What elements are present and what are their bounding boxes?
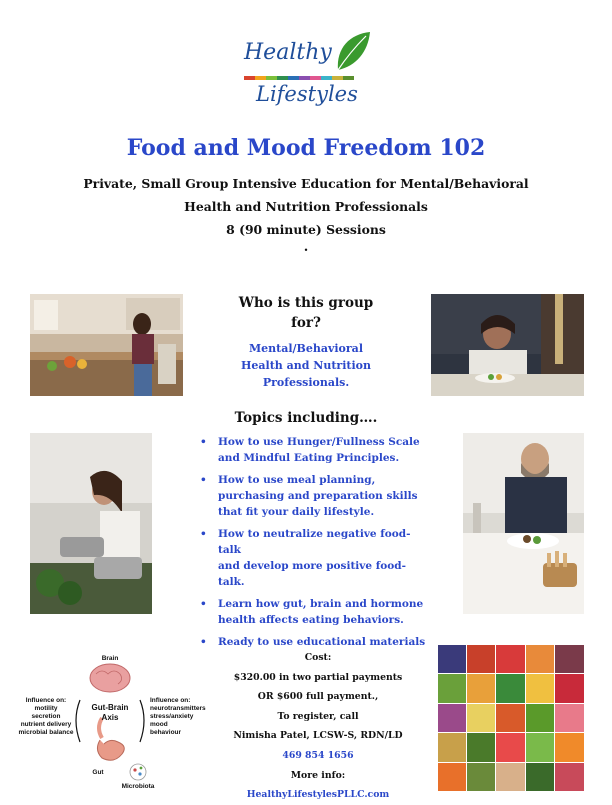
phone-number[interactable]: 469 854 1656 [282, 749, 354, 761]
subtitle [60, 172, 552, 241]
diagram-left-item: secretion [31, 713, 61, 720]
topic-line: • How to neutralize negative food-talk [218, 528, 411, 556]
partial-payment: $320.00 in two partial payments [233, 671, 403, 683]
topic-line: • Ready to use educational materials [218, 636, 426, 648]
topic-line: • How to use Hunger/Fullness Scale [218, 436, 420, 448]
logo-word-healthy: Healthy [244, 40, 332, 65]
leaf-icon [332, 30, 372, 72]
website-link[interactable]: HealthyLifestylesPLLC.com [246, 789, 390, 801]
who-heading-line: for? [291, 315, 321, 331]
topic-line: • How to use meal planning, [218, 474, 376, 486]
diagram-right-item: mood [150, 721, 168, 728]
photo-woman-cooking-kitchen [30, 294, 183, 396]
diagram-label-microbiota: Microbiota [121, 783, 155, 790]
who-heading-line: Who is this group [238, 295, 374, 311]
diagram-label-axis: Axis [101, 713, 119, 722]
diagram-right-item: neurotransmitters [150, 705, 206, 712]
diagram-label-gut: Gut [92, 769, 104, 776]
who-audience-line: Mental/Behavioral [248, 342, 363, 355]
topic-line: health affects eating behaviors. [218, 614, 404, 626]
topic-line: that fit your daily lifestyle. [218, 506, 375, 518]
full-payment: OR $600 full payment., [257, 691, 379, 703]
topic-item [200, 596, 430, 628]
photo-woman-eating [431, 294, 584, 396]
page-title: Food and Mood Freedom 102 [126, 135, 486, 161]
diagram-right-item: behaviour [150, 729, 182, 736]
topic-item [200, 472, 430, 520]
diagram-left-item: nutrient delivery [20, 721, 72, 728]
gut-icon [97, 740, 124, 760]
subtitle-line: Health and Nutrition Professionals [184, 199, 428, 214]
who-audience [225, 340, 387, 391]
register-text: To register, call [277, 710, 359, 722]
healthy-lifestyles-logo [238, 30, 378, 112]
topic-item [200, 434, 430, 466]
diagram-right-item: stress/anxiety [150, 713, 194, 720]
topics-list [200, 434, 430, 656]
photo-man-eating [463, 433, 584, 614]
topic-line: purchasing and preparation skills [218, 490, 418, 502]
topic-item [200, 526, 430, 590]
cost-and-contact [200, 648, 436, 805]
topic-line: • Learn how gut, brain and hormone [218, 598, 424, 610]
photo-fruit-vegetable-grid [438, 645, 584, 791]
diagram-label-brain: Brain [101, 655, 119, 662]
brain-icon [90, 664, 130, 692]
who-audience-line: Professionals. [262, 376, 350, 389]
subtitle-line: Private, Small Group Intensive Education for Mental/Behavioral [83, 176, 529, 191]
logo-word-lifestyles: Lifestyles [256, 82, 358, 106]
more-info-label: More info: [290, 769, 346, 781]
photo-woman-at-stove [30, 433, 152, 614]
contact-name: Nimisha Patel, LCSW-S, RDN/LD [233, 730, 403, 742]
logo-color-stripe [244, 76, 354, 80]
topic-line: and Mindful Eating Principles. [218, 452, 400, 464]
sessions-line: 8 (90 minute) Sessions [226, 222, 386, 237]
gut-brain-axis-diagram [18, 650, 206, 792]
who-heading [225, 293, 387, 333]
topics-heading: Topics including…. [234, 410, 378, 426]
microbiota-icon [130, 764, 146, 780]
diagram-left-item: microbial balance [18, 729, 74, 736]
separator-dot: . [303, 240, 309, 255]
cost-label: Cost: [304, 652, 332, 663]
diagram-right-title: Influence on: [150, 697, 191, 704]
who-audience-line: Health and Nutrition [241, 359, 371, 372]
topic-line: and develop more positive food-talk. [218, 560, 406, 588]
diagram-label-axis: Gut-Brain [91, 703, 129, 712]
diagram-left-item: motility [34, 705, 58, 712]
diagram-left-title: Influence on: [25, 697, 67, 704]
